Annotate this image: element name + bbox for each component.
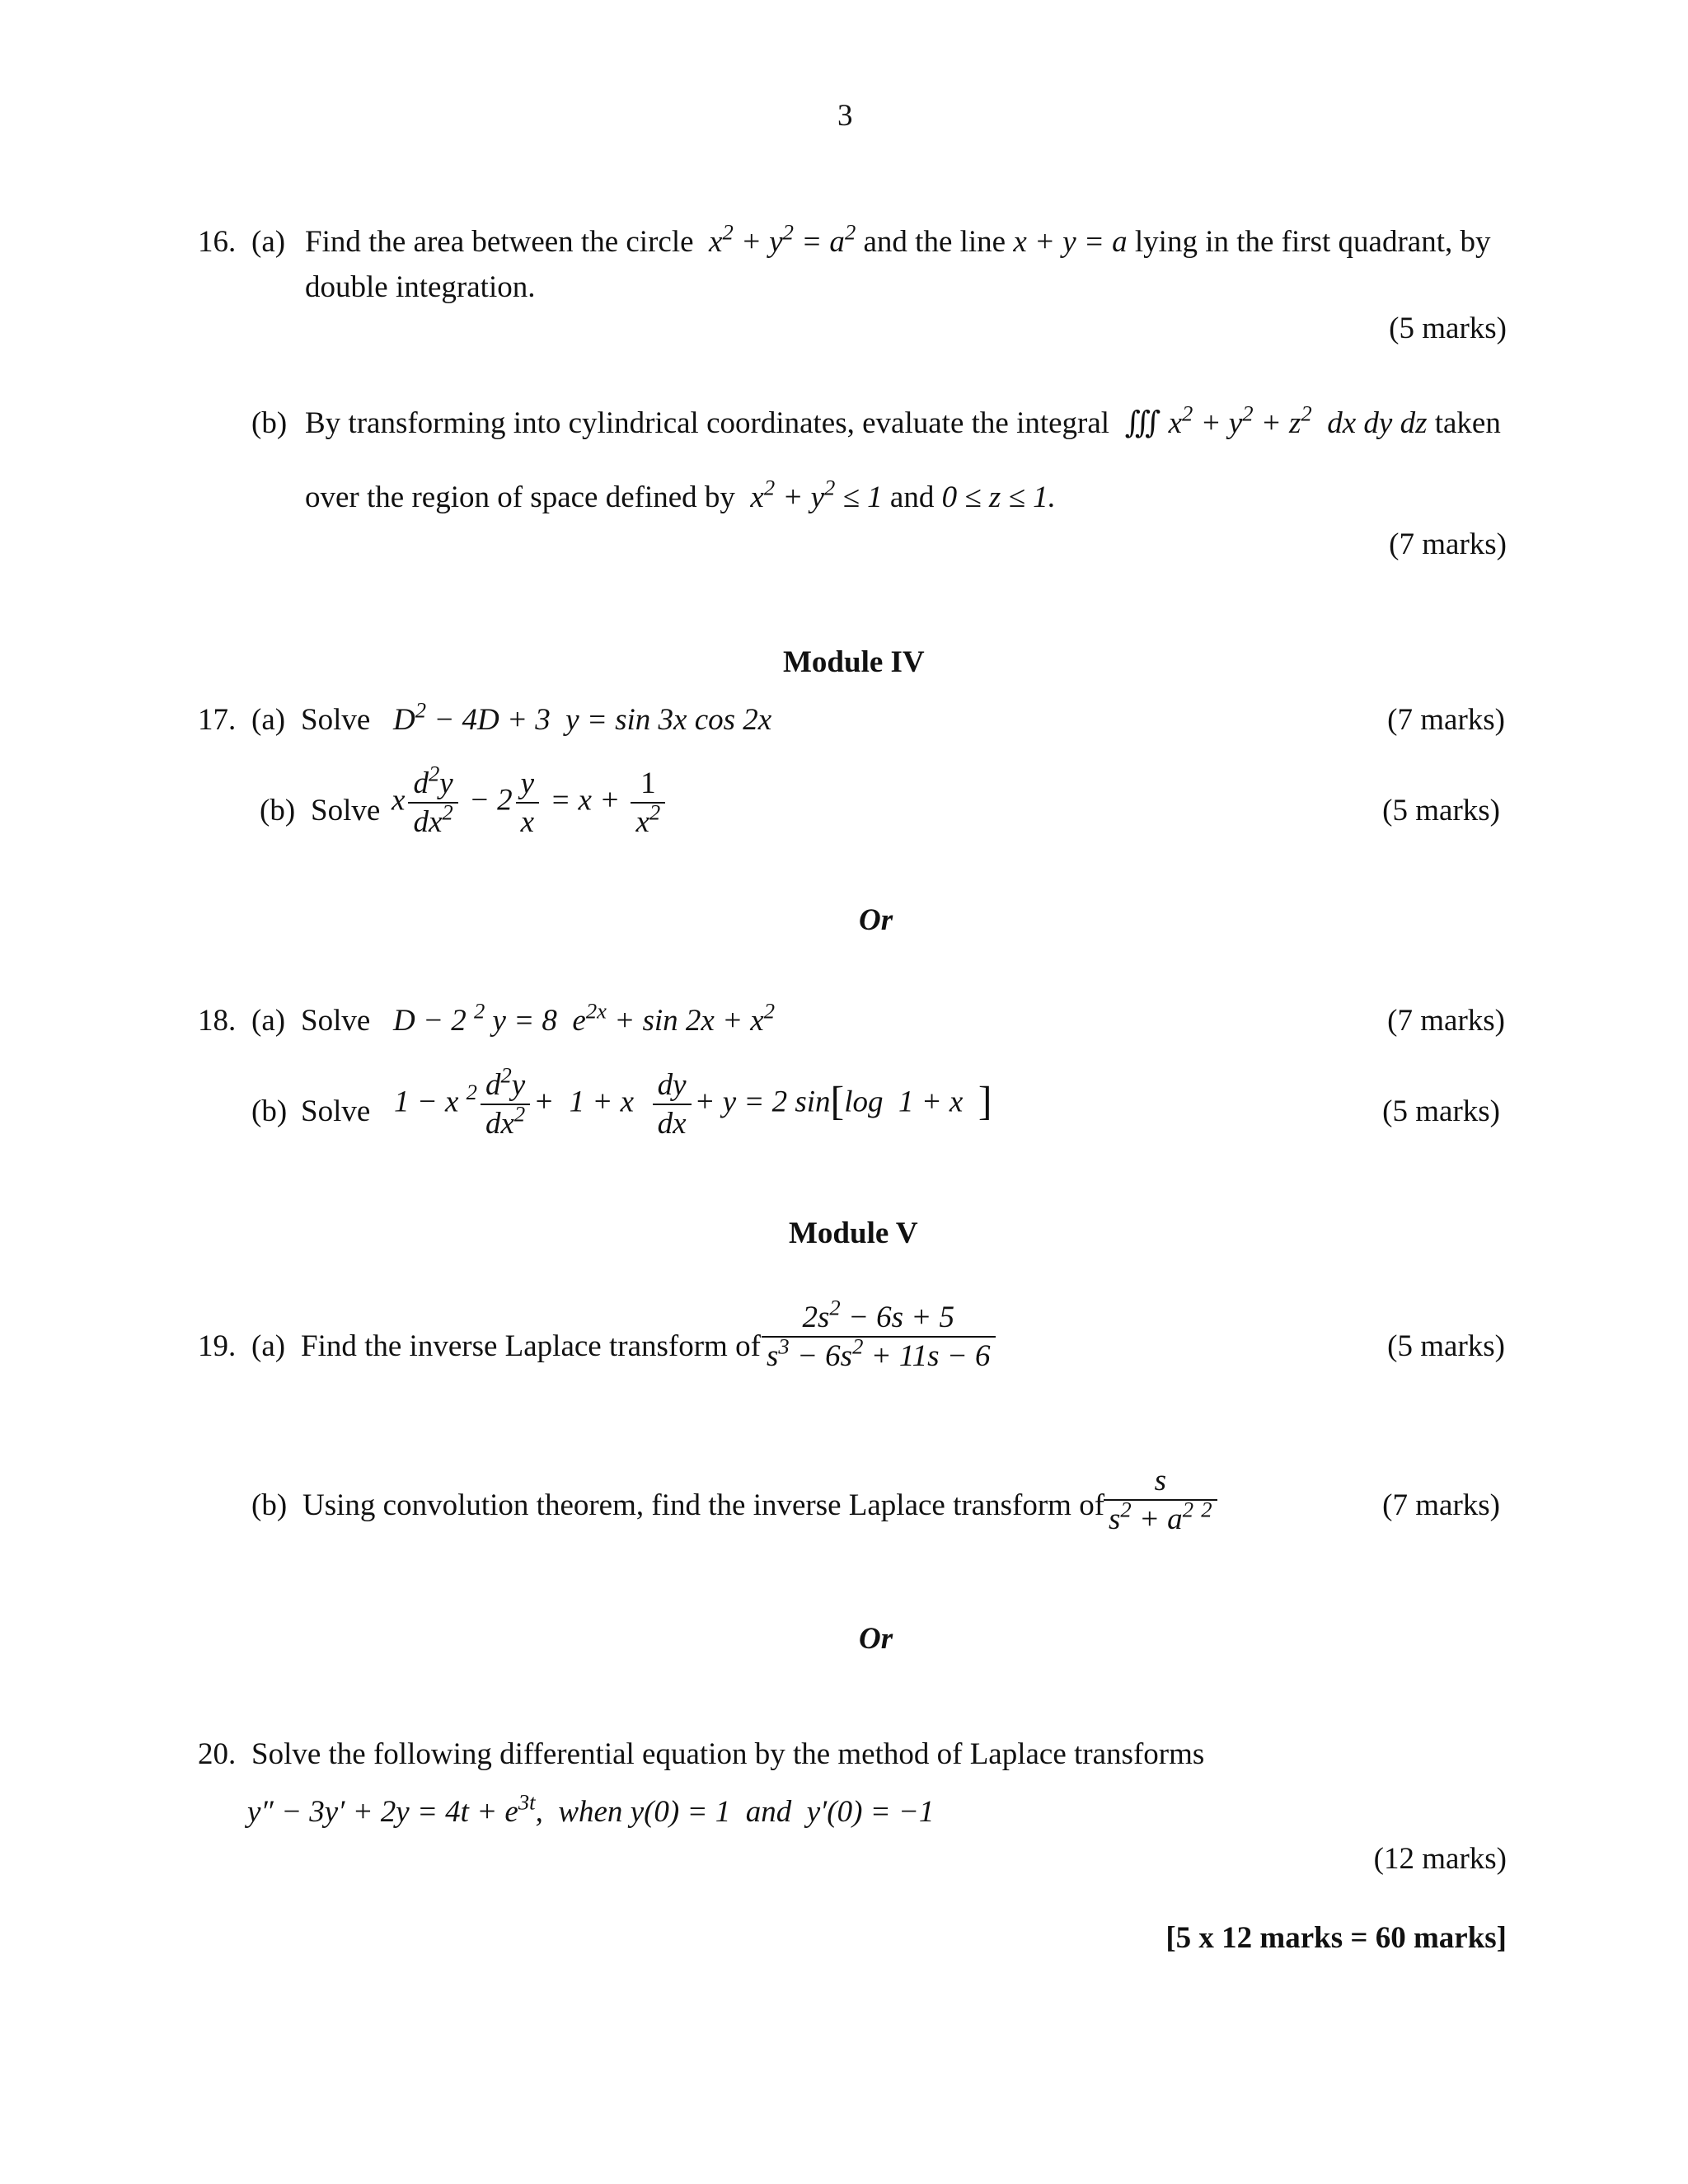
question-text: Solve [301,1094,371,1128]
math-fraction: $\frac{2s^2 - 6s + 5}{s^3 - 6s^2 + 11s - 6}$ [758,1302,999,1371]
marks: (5 marks) [1389,312,1507,345]
math-expression: $y'' - 3y' + 2y = 4t + e^{3t}$, when y(0) = 1 and y′(0) = −1 [247,1789,935,1829]
question-number: 20. [198,1737,237,1771]
math-expression: $D^2 - 4D + 3$ y = [377,697,616,737]
marks: (5 marks) [1382,794,1500,827]
part-label: (b) [260,794,296,827]
module-heading: Module V [789,1216,918,1250]
question-number: 16. [198,225,237,259]
question-number: 19. [198,1329,237,1363]
question-text: over the region of space defined by $x^2 + y^2 \le 1$ and 0 ≤ z ≤ 1. [305,475,1056,514]
part-label: (a) [251,1004,286,1038]
part-label: (b) [251,406,288,440]
math-expression: $x^2 + y^2 \le 1$ [743,475,883,514]
part-label: (b) [251,1094,288,1128]
or-separator: Or [859,1622,893,1656]
part-label: (b) [251,1488,288,1522]
math-expression: 1 − x $^2$ $\frac{d^2y}{dx^2}$ + 1 + x $\frac{dy}{dx}$ + y = 2 sin[log 1 + x ] [394,1062,992,1141]
marks: (7 marks) [1387,1004,1505,1038]
total-marks: [5 x 12 marks = 60 marks] [1165,1921,1507,1955]
question-text: By transforming into cylindrical coordinates, evaluate the integral ∭ $x^2 + y^2 + z^2$ dx dy dz taken [305,401,1501,440]
question-text: Solve $D^2 - 4D + 3$ y = sin 3x cos 2x [301,697,772,737]
question-text: Solve D − 2 $^2$ y = 8 $e^{2x} + \sin 2x + x^2$ [301,998,776,1038]
math-expression: $x^2 + y^2 = a^2$ [701,219,856,259]
question-text: Solve the following differential equation by the method of Laplace transforms [251,1737,1205,1771]
or-separator: Or [859,903,893,937]
part-label: (a) [251,1329,286,1363]
question-text: Solve [311,794,381,827]
part-label: (a) [251,703,286,737]
marks: (12 marks) [1373,1842,1507,1876]
marks: (7 marks) [1389,527,1507,561]
triple-integral-math: ∭ $x^2 + y^2 + z^2$ dx dy dz [1117,401,1428,440]
module-heading: Module IV [783,645,925,679]
marks: (5 marks) [1382,1094,1500,1128]
marks: (5 marks) [1387,1329,1505,1363]
marks: (7 marks) [1387,703,1505,737]
marks: (7 marks) [1382,1488,1500,1522]
math-expression: x $\frac{d^2y}{dx^2}$ − 2 $\frac{y}{x}$ = x + $\frac{1}{x^2}$ [392,768,668,837]
math-expression: D − 2 $^2$ y = 8 $e^{2x} + \sin 2x + x^2$ [377,998,776,1038]
page-number: 3 [837,99,853,133]
question-text: double integration. [305,270,536,304]
part-label: (a) [251,225,286,259]
question-number: 17. [198,703,237,737]
question-number: 18. [198,1004,237,1038]
question-text: Find the inverse Laplace transform of [301,1329,761,1363]
math-fraction: $\frac{s}{s^2 + a^2 ^2}$ [1100,1465,1221,1535]
question-text: Find the area between the circle $x^2 + y^2 = a^2$ and the line x + y = a lying in the first quadrant, by [305,219,1491,259]
question-text: Using convolution theorem, find the inverse Laplace transform of [302,1488,1105,1522]
